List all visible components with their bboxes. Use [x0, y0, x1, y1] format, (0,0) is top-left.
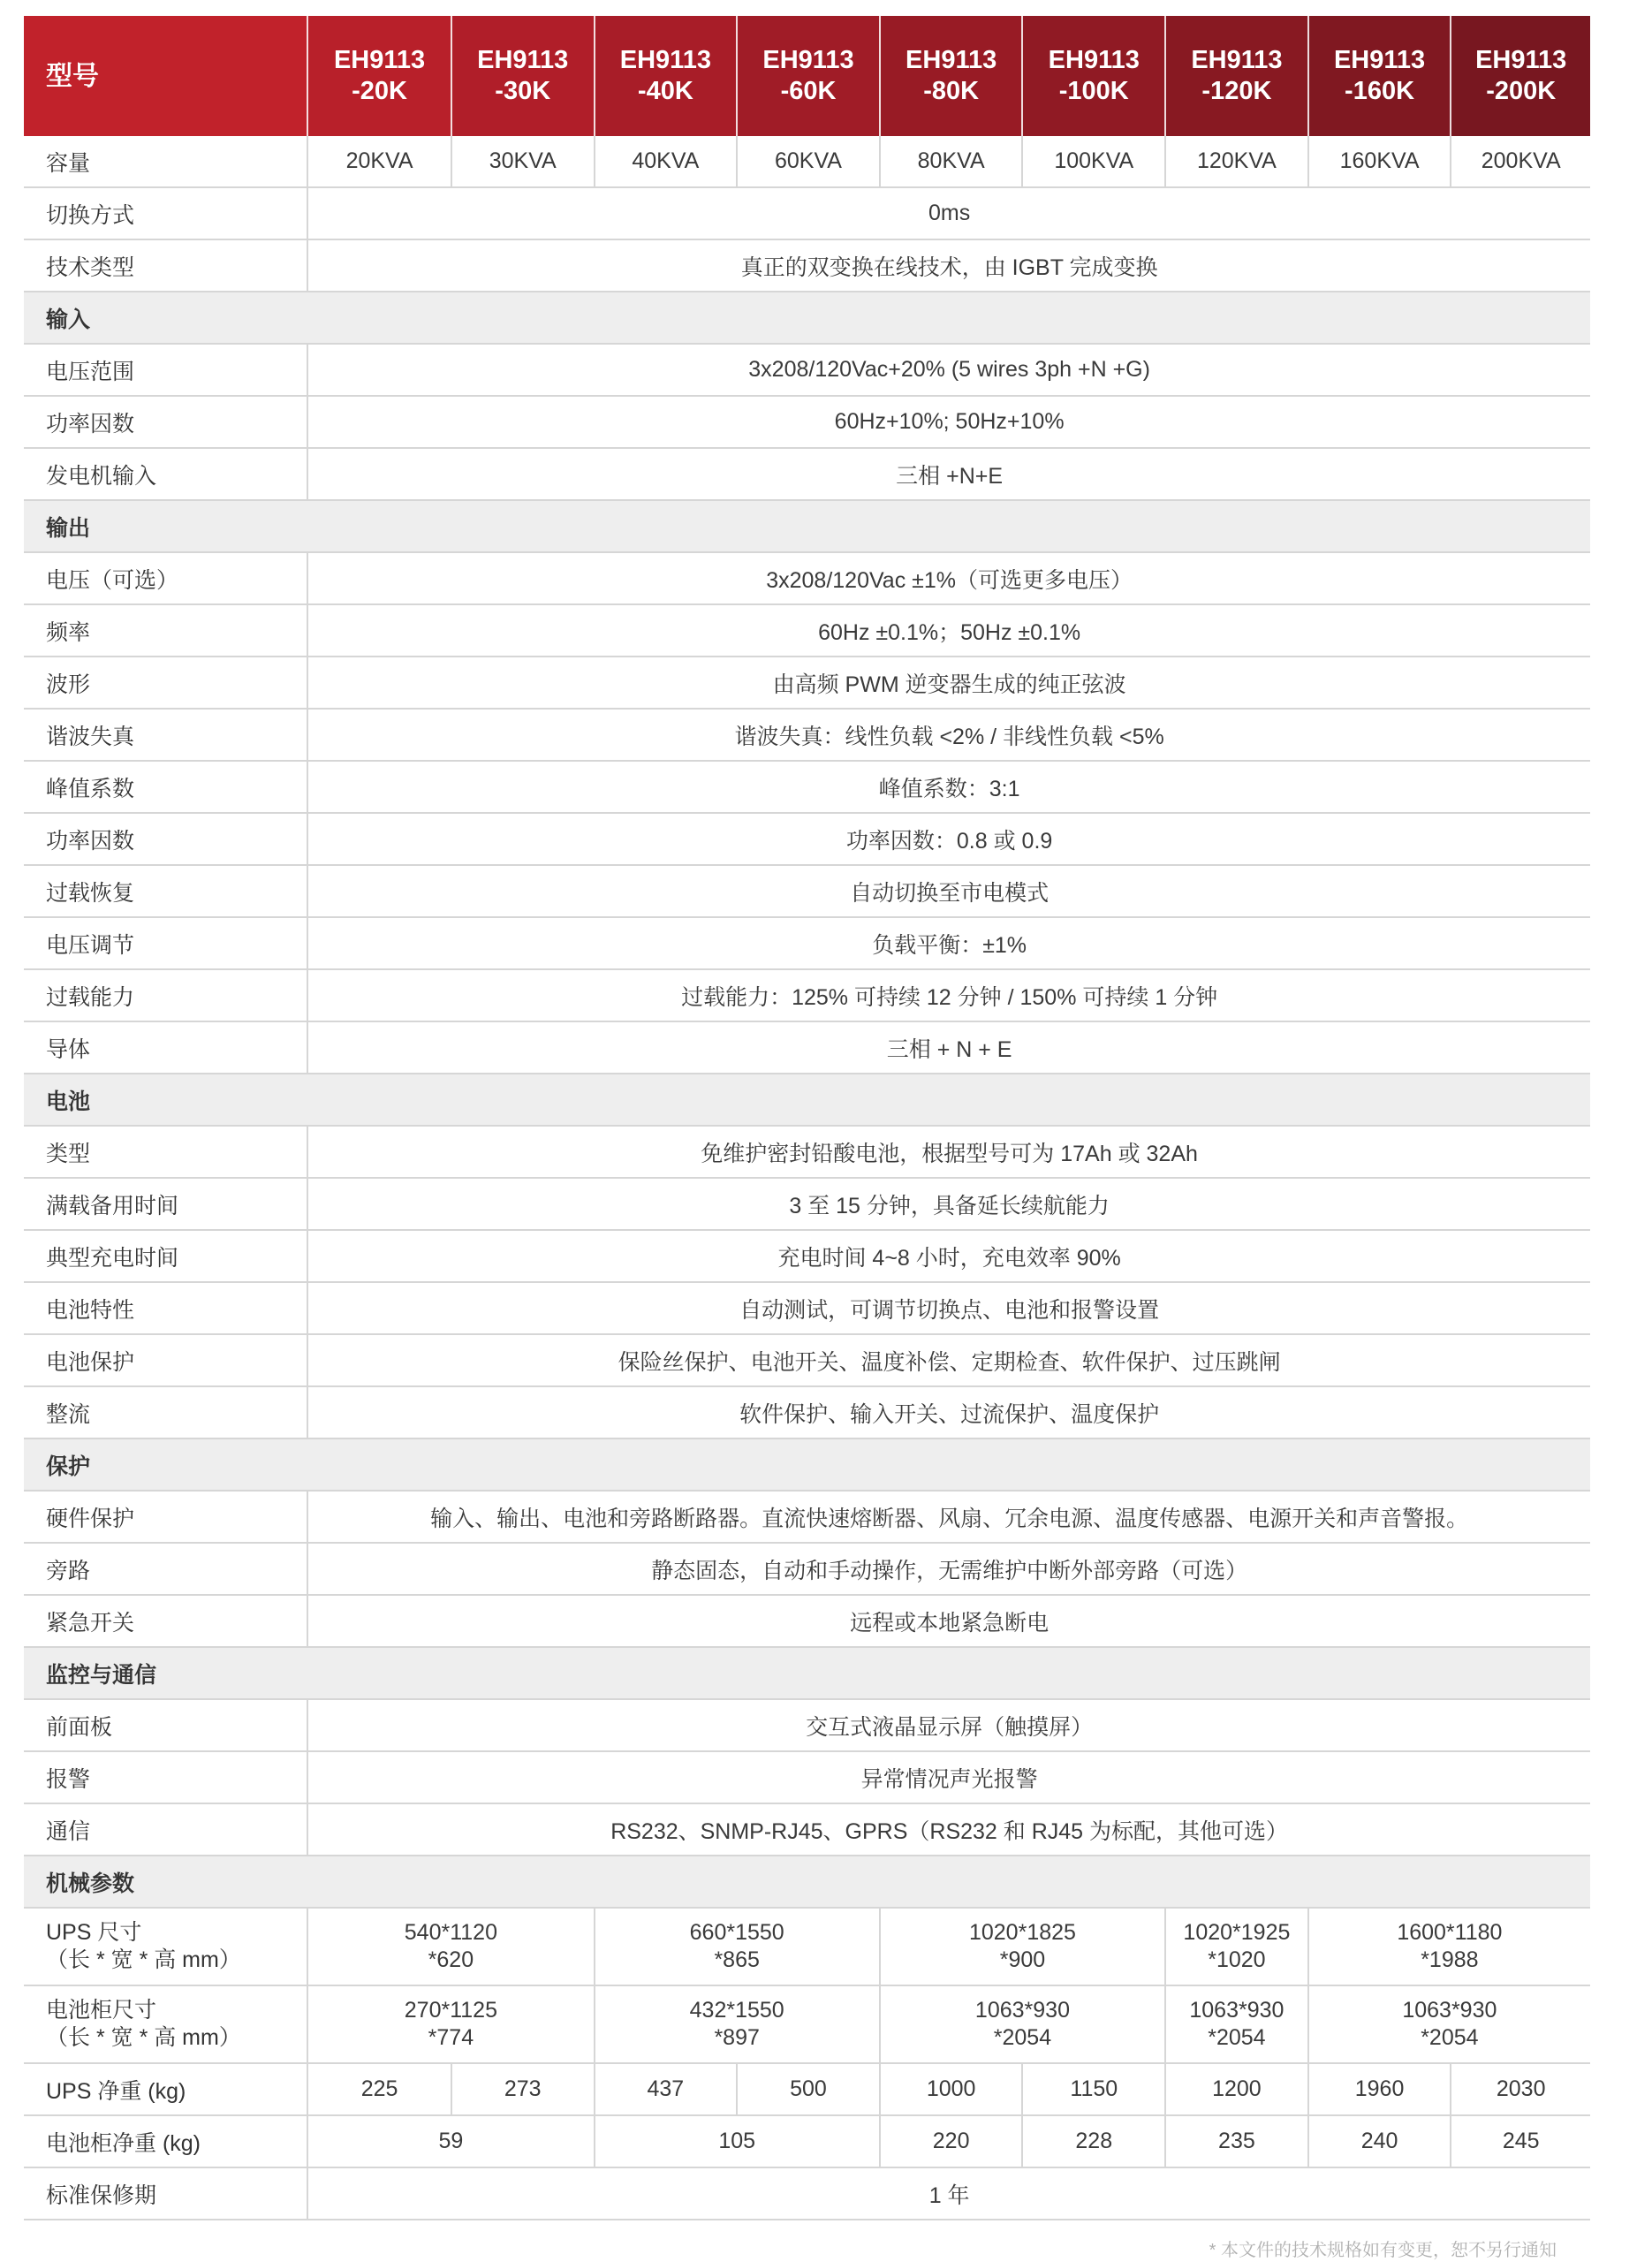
cell-value: 2030 [1451, 2063, 1590, 2115]
cell-value: 峰值系数：3:1 [307, 761, 1590, 813]
row-label: 导体 [24, 1021, 307, 1074]
cell-value: 228 [1022, 2115, 1165, 2167]
cell-value: RS232、SNMP-RJ45、GPRS（RS232 和 RJ45 为标配，其他可选） [307, 1803, 1590, 1856]
cell-value: 240 [1308, 2115, 1451, 2167]
table-row [24, 1230, 1590, 1282]
section-header-battery: 电池 [24, 1074, 1590, 1126]
cell-value: 负载平衡：±1% [307, 917, 1590, 969]
model-header: EH9113 -160K [1308, 16, 1451, 136]
cell-value: 105 [595, 2115, 880, 2167]
table-row [24, 1543, 1590, 1595]
cell-value: 30KVA [451, 136, 595, 187]
row-label: 功率因数 [24, 813, 307, 865]
row-label: 紧急开关 [24, 1595, 307, 1647]
cell-value: 1600*1180 *1988 [1308, 1908, 1590, 1985]
cell-value: 1020*1925 *1020 [1165, 1908, 1308, 1985]
cell-value: 自动切换至市电模式 [307, 865, 1590, 917]
cell-value: 由高频 PWM 逆变器生成的纯正弦波 [307, 657, 1590, 709]
row-label: 容量 [46, 150, 91, 176]
table-row [24, 1021, 1590, 1074]
row-label: 整流 [24, 1386, 307, 1438]
cell-value: 3x208/120Vac+20% (5 wires 3ph +N +G) [307, 344, 1590, 396]
table-row [24, 187, 1590, 239]
table-row [24, 1126, 1590, 1178]
section-header-input: 输入 [24, 292, 1590, 344]
row-label: 电池柜净重 (kg) [24, 2115, 307, 2167]
row-label: 类型 [24, 1126, 307, 1178]
table-row [24, 1491, 1590, 1543]
row-label: 电压调节 [24, 917, 307, 969]
cell-value: 1063*930 *2054 [1308, 1985, 1590, 2063]
table-row-capacity [24, 136, 1590, 187]
cell-value: 输入、输出、电池和旁路断路器。直流快速熔断器、风扇、冗余电源、温度传感器、电源开关和声音警报。 [307, 1491, 1590, 1543]
row-label: 电池柜尺寸 （长 * 宽 * 高 mm） [24, 1985, 307, 2063]
cell-value: 500 [737, 2063, 880, 2115]
table-row-warranty [24, 2167, 1590, 2220]
model-header: EH9113 -100K [1022, 16, 1165, 136]
row-label: 硬件保护 [24, 1491, 307, 1543]
table-row-ups-size [24, 1908, 1590, 1985]
table-row [24, 969, 1590, 1021]
row-label: 过载恢复 [24, 865, 307, 917]
table-row [24, 448, 1590, 500]
section-header-mechanical: 机械参数 [24, 1856, 1590, 1908]
model-label: 型号 [24, 16, 307, 136]
footnote: * 本文件的技术规格如有变更，恕不另行通知 [1209, 2241, 1557, 2260]
spec-table [24, 16, 1590, 2220]
table-row [24, 709, 1590, 761]
table-row [24, 1595, 1590, 1647]
model-header: EH9113 -20K [307, 16, 451, 136]
cell-value: 437 [595, 2063, 738, 2115]
cell-value: 1150 [1022, 2063, 1165, 2115]
cell-value: 免维护密封铅酸电池，根据型号可为 17Ah 或 32Ah [307, 1126, 1590, 1178]
cell-value: 540*1120 *620 [307, 1908, 594, 1985]
cell-value: 真正的双变换在线技术，由 IGBT 完成变换 [307, 239, 1590, 292]
row-label: 报警 [24, 1751, 307, 1803]
cell-value: 充电时间 4~8 小时，充电效率 90% [307, 1230, 1590, 1282]
cell-value: 273 [451, 2063, 595, 2115]
row-label: UPS 尺寸 （长 * 宽 * 高 mm） [24, 1908, 307, 1985]
row-label: 峰值系数 [24, 761, 307, 813]
cell-value: 1000 [880, 2063, 1023, 2115]
row-label: 通信 [24, 1803, 307, 1856]
table-row [24, 1334, 1590, 1386]
cell-value: 245 [1451, 2115, 1590, 2167]
row-label: 电压范围 [24, 344, 307, 396]
cell-value: 59 [307, 2115, 594, 2167]
cell-value: 660*1550 *865 [595, 1908, 880, 1985]
row-label: 过载能力 [24, 969, 307, 1021]
cell-value: 远程或本地紧急断电 [307, 1595, 1590, 1647]
section-header-monitoring: 监控与通信 [24, 1647, 1590, 1699]
cell-value: 60Hz+10%; 50Hz+10% [307, 396, 1590, 448]
table-row [24, 1699, 1590, 1751]
cell-value: 3 至 15 分钟，具备延长续航能力 [307, 1178, 1590, 1230]
cell-value: 交互式液晶显示屏（触摸屏） [307, 1699, 1590, 1751]
table-row [24, 865, 1590, 917]
cell-value: 1020*1825 *900 [880, 1908, 1165, 1985]
table-row [24, 1282, 1590, 1334]
cell-value: 60Hz ±0.1%；50Hz ±0.1% [307, 604, 1590, 657]
section-header-protection: 保护 [24, 1438, 1590, 1491]
table-row [24, 917, 1590, 969]
cell-value: 保险丝保护、电池开关、温度补偿、定期检查、软件保护、过压跳闸 [307, 1334, 1590, 1386]
model-header: EH9113 -200K [1451, 16, 1590, 136]
model-header: EH9113 -60K [737, 16, 880, 136]
model-header: EH9113 -80K [880, 16, 1023, 136]
cell-value: 432*1550 *897 [595, 1985, 880, 2063]
cell-value: 20KVA [307, 136, 451, 187]
table-row [24, 604, 1590, 657]
table-row [24, 813, 1590, 865]
cell-value: 220 [880, 2115, 1023, 2167]
table-row [24, 344, 1590, 396]
cell-value: 软件保护、输入开关、过流保护、温度保护 [307, 1386, 1590, 1438]
row-label: 技术类型 [24, 239, 307, 292]
cell-value: 160KVA [1308, 136, 1451, 187]
row-label: 电池保护 [24, 1334, 307, 1386]
cell-value: 1063*930 *2054 [880, 1985, 1165, 2063]
cell-value: 1 年 [307, 2167, 1590, 2220]
cell-value: 谐波失真：线性负载 <2% / 非线性负载 <5% [307, 709, 1590, 761]
row-label: 满载备用时间 [24, 1178, 307, 1230]
table-row-ups-weight [24, 2063, 1590, 2115]
cell-value: 1960 [1308, 2063, 1451, 2115]
table-row-battery-cabinet-weight [24, 2115, 1590, 2167]
table-row-battery-cabinet-size [24, 1985, 1590, 2063]
cell-value: 异常情况声光报警 [307, 1751, 1590, 1803]
table-row [24, 396, 1590, 448]
cell-value: 225 [307, 2063, 451, 2115]
row-label: 功率因数 [24, 396, 307, 448]
cell-value: 3x208/120Vac ±1%（可选更多电压） [307, 552, 1590, 604]
cell-value: 60KVA [737, 136, 880, 187]
table-row [24, 761, 1590, 813]
row-label: 标准保修期 [24, 2167, 307, 2220]
row-label: 电池特性 [24, 1282, 307, 1334]
cell-value: 功率因数：0.8 或 0.9 [307, 813, 1590, 865]
row-label: 电压（可选） [24, 552, 307, 604]
cell-value: 自动测试，可调节切换点、电池和报警设置 [307, 1282, 1590, 1334]
section-header-output: 输出 [24, 500, 1590, 552]
row-label: 谐波失真 [24, 709, 307, 761]
row-label: 频率 [24, 604, 307, 657]
table-row [24, 657, 1590, 709]
row-label: 前面板 [24, 1699, 307, 1751]
row-label: 发电机输入 [24, 448, 307, 500]
header-row [24, 16, 1590, 136]
table-row [24, 1386, 1590, 1438]
cell-value: 120KVA [1165, 136, 1308, 187]
table-row [24, 239, 1590, 292]
cell-value: 270*1125 *774 [307, 1985, 594, 2063]
cell-value: 过载能力：125% 可持续 12 分钟 / 150% 可持续 1 分钟 [307, 969, 1590, 1021]
row-label: 切换方式 [24, 187, 307, 239]
model-header: EH9113 -30K [451, 16, 595, 136]
cell-value: 三相 + N + E [307, 1021, 1590, 1074]
cell-value: 200KVA [1451, 136, 1590, 187]
table-row [24, 1751, 1590, 1803]
cell-value: 三相 +N+E [307, 448, 1590, 500]
cell-value: 1200 [1165, 2063, 1308, 2115]
table-row [24, 552, 1590, 604]
cell-value: 235 [1165, 2115, 1308, 2167]
model-header: EH9113 -120K [1165, 16, 1308, 136]
table-row [24, 1803, 1590, 1856]
row-label: 典型充电时间 [24, 1230, 307, 1282]
row-label: UPS 净重 (kg) [24, 2063, 307, 2115]
row-label: 波形 [24, 657, 307, 709]
cell-value: 80KVA [880, 136, 1023, 187]
cell-value: 1063*930 *2054 [1165, 1985, 1308, 2063]
cell-value: 静态固态，自动和手动操作，无需维护中断外部旁路（可选） [307, 1543, 1590, 1595]
cell-value: 100KVA [1022, 136, 1165, 187]
table-row [24, 1178, 1590, 1230]
model-header: EH9113 -40K [595, 16, 738, 136]
cell-value: 0ms [307, 187, 1590, 239]
row-label: 旁路 [24, 1543, 307, 1595]
cell-value: 40KVA [595, 136, 738, 187]
